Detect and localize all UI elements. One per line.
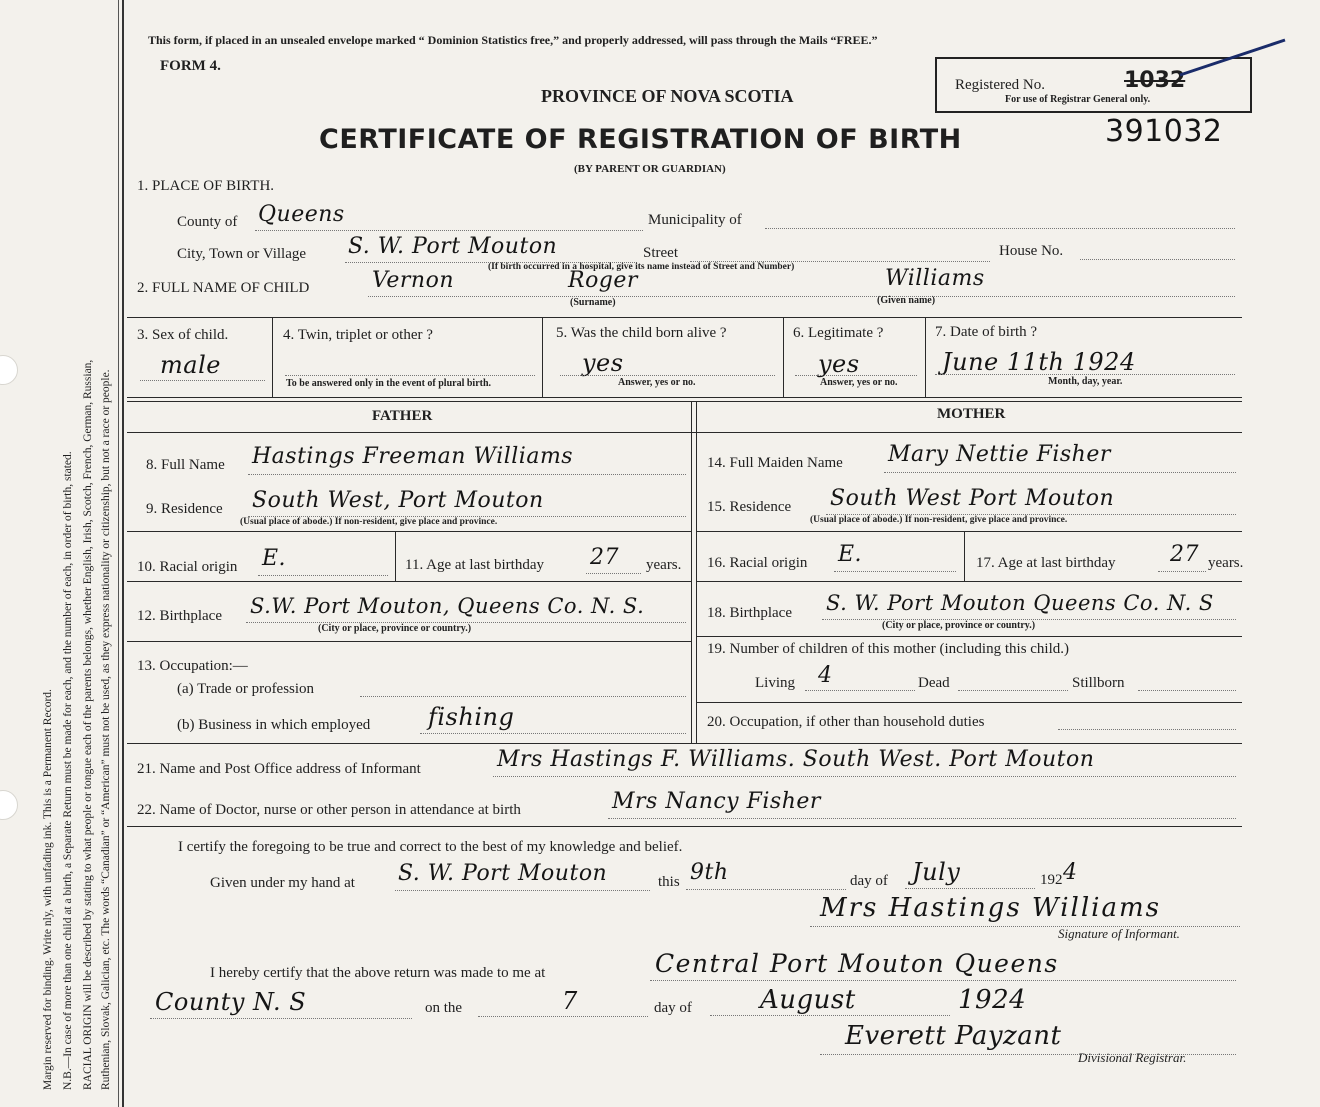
pen-stroke (1175, 35, 1295, 85)
registrar-county: County N. S (155, 988, 307, 1016)
rule-row3-top (127, 317, 1242, 318)
mother-bp-value: S. W. Port Mouton Queens Co. N. S (826, 591, 1214, 615)
registrar-year: 1924 (958, 985, 1027, 1015)
doctor-label: 22. Name of Doctor, nurse or other person in attendance at birth (137, 802, 521, 818)
sex-value: male (160, 351, 221, 379)
mother-res-note: (Usual place of abode.) If non-resident, give place and province. (810, 515, 1068, 525)
certify-day-of-label: day of (850, 873, 888, 889)
rule-mother-res (696, 531, 1242, 532)
rule-col-4 (925, 317, 926, 397)
province-heading: PROVINCE OF NOVA SCOTIA (541, 86, 794, 106)
dob-value: June 11th 1924 (942, 348, 1136, 376)
rule-col-1 (272, 317, 273, 397)
certify-statement: I certify the foregoing to be true and correct to the best of my knowledge and belief. (178, 839, 683, 855)
county-line (255, 230, 643, 231)
mother-race-value: E. (838, 542, 863, 567)
registrar-place-line (650, 980, 1236, 981)
house-line (1080, 259, 1235, 260)
father-name-label: 8. Full Name (146, 457, 225, 473)
mother-heading: MOTHER (937, 406, 1006, 422)
certify-day: 9th (690, 860, 729, 885)
mother-name-line (884, 472, 1236, 473)
registrar-place: Central Port Mouton Queens (655, 949, 1059, 978)
registrar-day-line (478, 1016, 648, 1017)
rule-parents-divider-2 (696, 401, 697, 743)
alive-label: 5. Was the child born alive ? (556, 325, 727, 341)
rule-father-race-bottom (127, 581, 692, 582)
legit-label: 6. Legitimate ? (793, 325, 884, 341)
child-name-line (368, 296, 1235, 297)
father-trade-label: (a) Trade or profession (177, 681, 315, 697)
registered-no-struck: 1032 (1124, 68, 1186, 93)
registrar-county-line (150, 1018, 412, 1019)
municipality-line (765, 228, 1235, 229)
mother-children-label: 19. Number of children of this mother (including this child.) (707, 641, 1070, 657)
registrar-day: 7 (562, 987, 578, 1015)
informant-label: 21. Name and Post Office address of Informant (137, 761, 421, 777)
father-business-line (420, 733, 686, 734)
rule-parents-divider (691, 401, 692, 743)
surname-caption: (Surname) (570, 297, 616, 308)
registrar-signature: Everett Payzant (845, 1021, 1062, 1051)
registrar-day-of-label: day of (654, 1000, 692, 1016)
child-given-2: Roger (568, 268, 638, 293)
rule-col-3 (783, 317, 784, 397)
mother-living-line (805, 690, 915, 691)
doctor-value: Mrs Nancy Fisher (612, 789, 821, 814)
margin-note-2: N.B.—In case of more than one child at a birth, a Separate Return must be made for each, and the number of each, in order of birth, stated. (62, 451, 74, 1090)
father-business-label: (b) Business in which employed (177, 717, 371, 733)
rule-father-bp (127, 641, 692, 642)
rule-mother-race (964, 531, 965, 581)
rule-parents-bottom (127, 743, 1242, 744)
form-number: FORM 4. (160, 58, 221, 74)
mother-stillborn-line (1138, 690, 1236, 691)
rule-row3-bottom (127, 397, 1242, 398)
certificate-title: CERTIFICATE OF REGISTRATION OF BIRTH (319, 124, 962, 155)
informant-signature-caption: Signature of Informant. (1058, 926, 1180, 941)
father-age-label: 11. Age at last birthday (405, 557, 544, 573)
mother-race-line (834, 571, 956, 572)
dob-label: 7. Date of birth ? (935, 324, 1038, 340)
informant-value: Mrs Hastings F. Williams. South West. Port Mouton (497, 747, 1095, 772)
mother-age-value: 27 (1170, 542, 1199, 567)
mother-race-label: 16. Racial origin (707, 555, 808, 571)
father-age-line (586, 573, 641, 574)
mother-dead-label: Dead (918, 675, 950, 691)
rule-parents-top (127, 401, 1242, 402)
rule-certify-top (127, 826, 1242, 827)
legit-note: Answer, yes or no. (820, 377, 898, 388)
city-label: City, Town or Village (177, 246, 307, 262)
child-given-1: Vernon (372, 268, 454, 293)
certify-month-line (905, 888, 1035, 889)
top-notice: This form, if placed in an unsealed envelope marked “ Dominion Statistics free,” and properly addressed, will pass through the Mails “FREE.” (148, 33, 878, 47)
father-res-note: (Usual place of abode.) If non-resident, give place and province. (240, 517, 498, 527)
registrar-month: August (760, 985, 856, 1015)
county-value: Queens (258, 202, 345, 227)
mother-res-value: South West Port Mouton (830, 486, 1115, 511)
county-label: County of (177, 214, 238, 230)
father-years: years. (646, 557, 682, 573)
child-surname: Williams (885, 266, 985, 291)
mother-age-line (1158, 571, 1206, 572)
hospital-note: (If birth occurred in a hospital, give its name instead of Street and Number) (488, 262, 795, 272)
municipality-label: Municipality of (648, 212, 742, 228)
mother-name-label: 14. Full Maiden Name (707, 455, 843, 471)
binding-margin-line (122, 0, 124, 1107)
informant-line (493, 776, 1236, 777)
margin-note-4: Ruthenian, Slovak, Galician, etc. The words “Canadian” or “American” must not be used, as they express nationality or citizenship, but not a race or people. (100, 369, 112, 1090)
registered-no-label: Registered No. (955, 77, 1045, 93)
registrar-caption: Divisional Registrar. (1078, 1050, 1187, 1065)
given-name-caption: (Given name) (877, 295, 936, 306)
father-bp-value: S.W. Port Mouton, Queens Co. N. S. (250, 594, 645, 618)
twin-line (285, 375, 535, 376)
city-value: S. W. Port Mouton (348, 234, 558, 259)
doctor-line (608, 818, 1236, 819)
rule-mother-children (696, 702, 1242, 703)
mother-res-label: 15. Residence (707, 499, 792, 515)
father-race-line (258, 575, 388, 576)
informant-signature: Mrs Hastings Williams (820, 893, 1161, 923)
house-no-label: House No. (999, 243, 1064, 259)
father-bp-label: 12. Birthplace (137, 608, 222, 624)
father-race-value: E. (262, 546, 287, 571)
certificate-subtitle: (BY PARENT OR GUARDIAN) (574, 163, 726, 175)
father-heading: FATHER (372, 408, 433, 424)
father-name-line (248, 474, 686, 475)
binding-margin-line-thin (118, 0, 119, 1107)
sex-line (140, 380, 265, 381)
father-age-value: 27 (590, 545, 619, 570)
father-race-label: 10. Racial origin (137, 559, 238, 575)
registrar-statement: I hereby certify that the above return was made to me at (210, 965, 546, 981)
mother-stillborn-label: Stillborn (1072, 675, 1125, 691)
twin-label: 4. Twin, triplet or other ? (283, 327, 433, 343)
given-place: S. W. Port Mouton (398, 861, 608, 886)
certify-year-prefix: 192 (1040, 872, 1063, 888)
father-res-value: South West, Port Mouton (252, 488, 544, 513)
mother-dead-line (958, 690, 1068, 691)
certify-year-suffix: 4 (1063, 860, 1078, 885)
father-business-value: fishing (428, 703, 515, 731)
father-res-label: 9. Residence (146, 501, 223, 517)
alive-note: Answer, yes or no. (618, 377, 696, 388)
mother-living-label: Living (755, 675, 795, 691)
punch-hole-bottom (0, 790, 18, 820)
alive-line (560, 375, 775, 376)
given-label: Given under my hand at (210, 875, 355, 891)
rule-parents-head (127, 432, 1242, 433)
legit-value: yes (818, 350, 860, 378)
rule-mother-bp (696, 636, 1242, 637)
margin-note-3: RACIAL ORIGIN will be described by stating to what people or tongue each of the parents belongs, whether English, Irish, Scotch, French, German, Russian, (82, 359, 94, 1090)
rule-col-2 (542, 317, 543, 397)
dob-note: Month, day, year. (1048, 376, 1123, 387)
mother-bp-note: (City or place, province or country.) (882, 620, 1036, 631)
given-place-line (395, 890, 650, 891)
street-label: Street (643, 245, 678, 261)
alive-value: yes (582, 349, 624, 377)
margin-note-1: Margin reserved for binding. Write nly, with unfading ink. This is a Permanent Record. (42, 689, 54, 1090)
legit-line (795, 375, 917, 376)
father-bp-note: (City or place, province or country.) (318, 623, 472, 634)
father-trade-line (360, 696, 686, 697)
child-name-label: 2. FULL NAME OF CHILD (137, 280, 310, 296)
father-occ-label: 13. Occupation:— (137, 658, 248, 674)
this-label: this (658, 874, 680, 890)
mother-living-value: 4 (818, 663, 833, 688)
mother-years: years. (1208, 555, 1244, 571)
punch-hole-top (0, 355, 18, 385)
mother-bp-label: 18. Birthplace (707, 605, 792, 621)
registrar-on-label: on the (425, 1000, 463, 1016)
father-name-value: Hastings Freeman Williams (252, 444, 574, 469)
dob-line (935, 374, 1235, 375)
handwritten-reg-number: 391032 (1105, 114, 1223, 149)
sex-label: 3. Sex of child. (137, 327, 229, 343)
twin-note: To be answered only in the event of plural birth. (286, 378, 492, 389)
certify-day-line (686, 889, 846, 890)
mother-occ-line (1058, 729, 1236, 730)
rule-father-race (395, 531, 396, 581)
certify-month: July (912, 858, 961, 886)
registrar-general-note: For use of Registrar General only. (1005, 94, 1151, 105)
rule-mother-race-bottom (696, 581, 1242, 582)
mother-occ-label: 20. Occupation, if other than household duties (707, 714, 985, 730)
rule-father-res (127, 531, 692, 532)
mother-name-value: Mary Nettie Fisher (888, 442, 1111, 467)
place-of-birth-heading: 1. PLACE OF BIRTH. (137, 178, 275, 194)
registrar-month-line (710, 1015, 950, 1016)
mother-age-label: 17. Age at last birthday (976, 555, 1116, 571)
